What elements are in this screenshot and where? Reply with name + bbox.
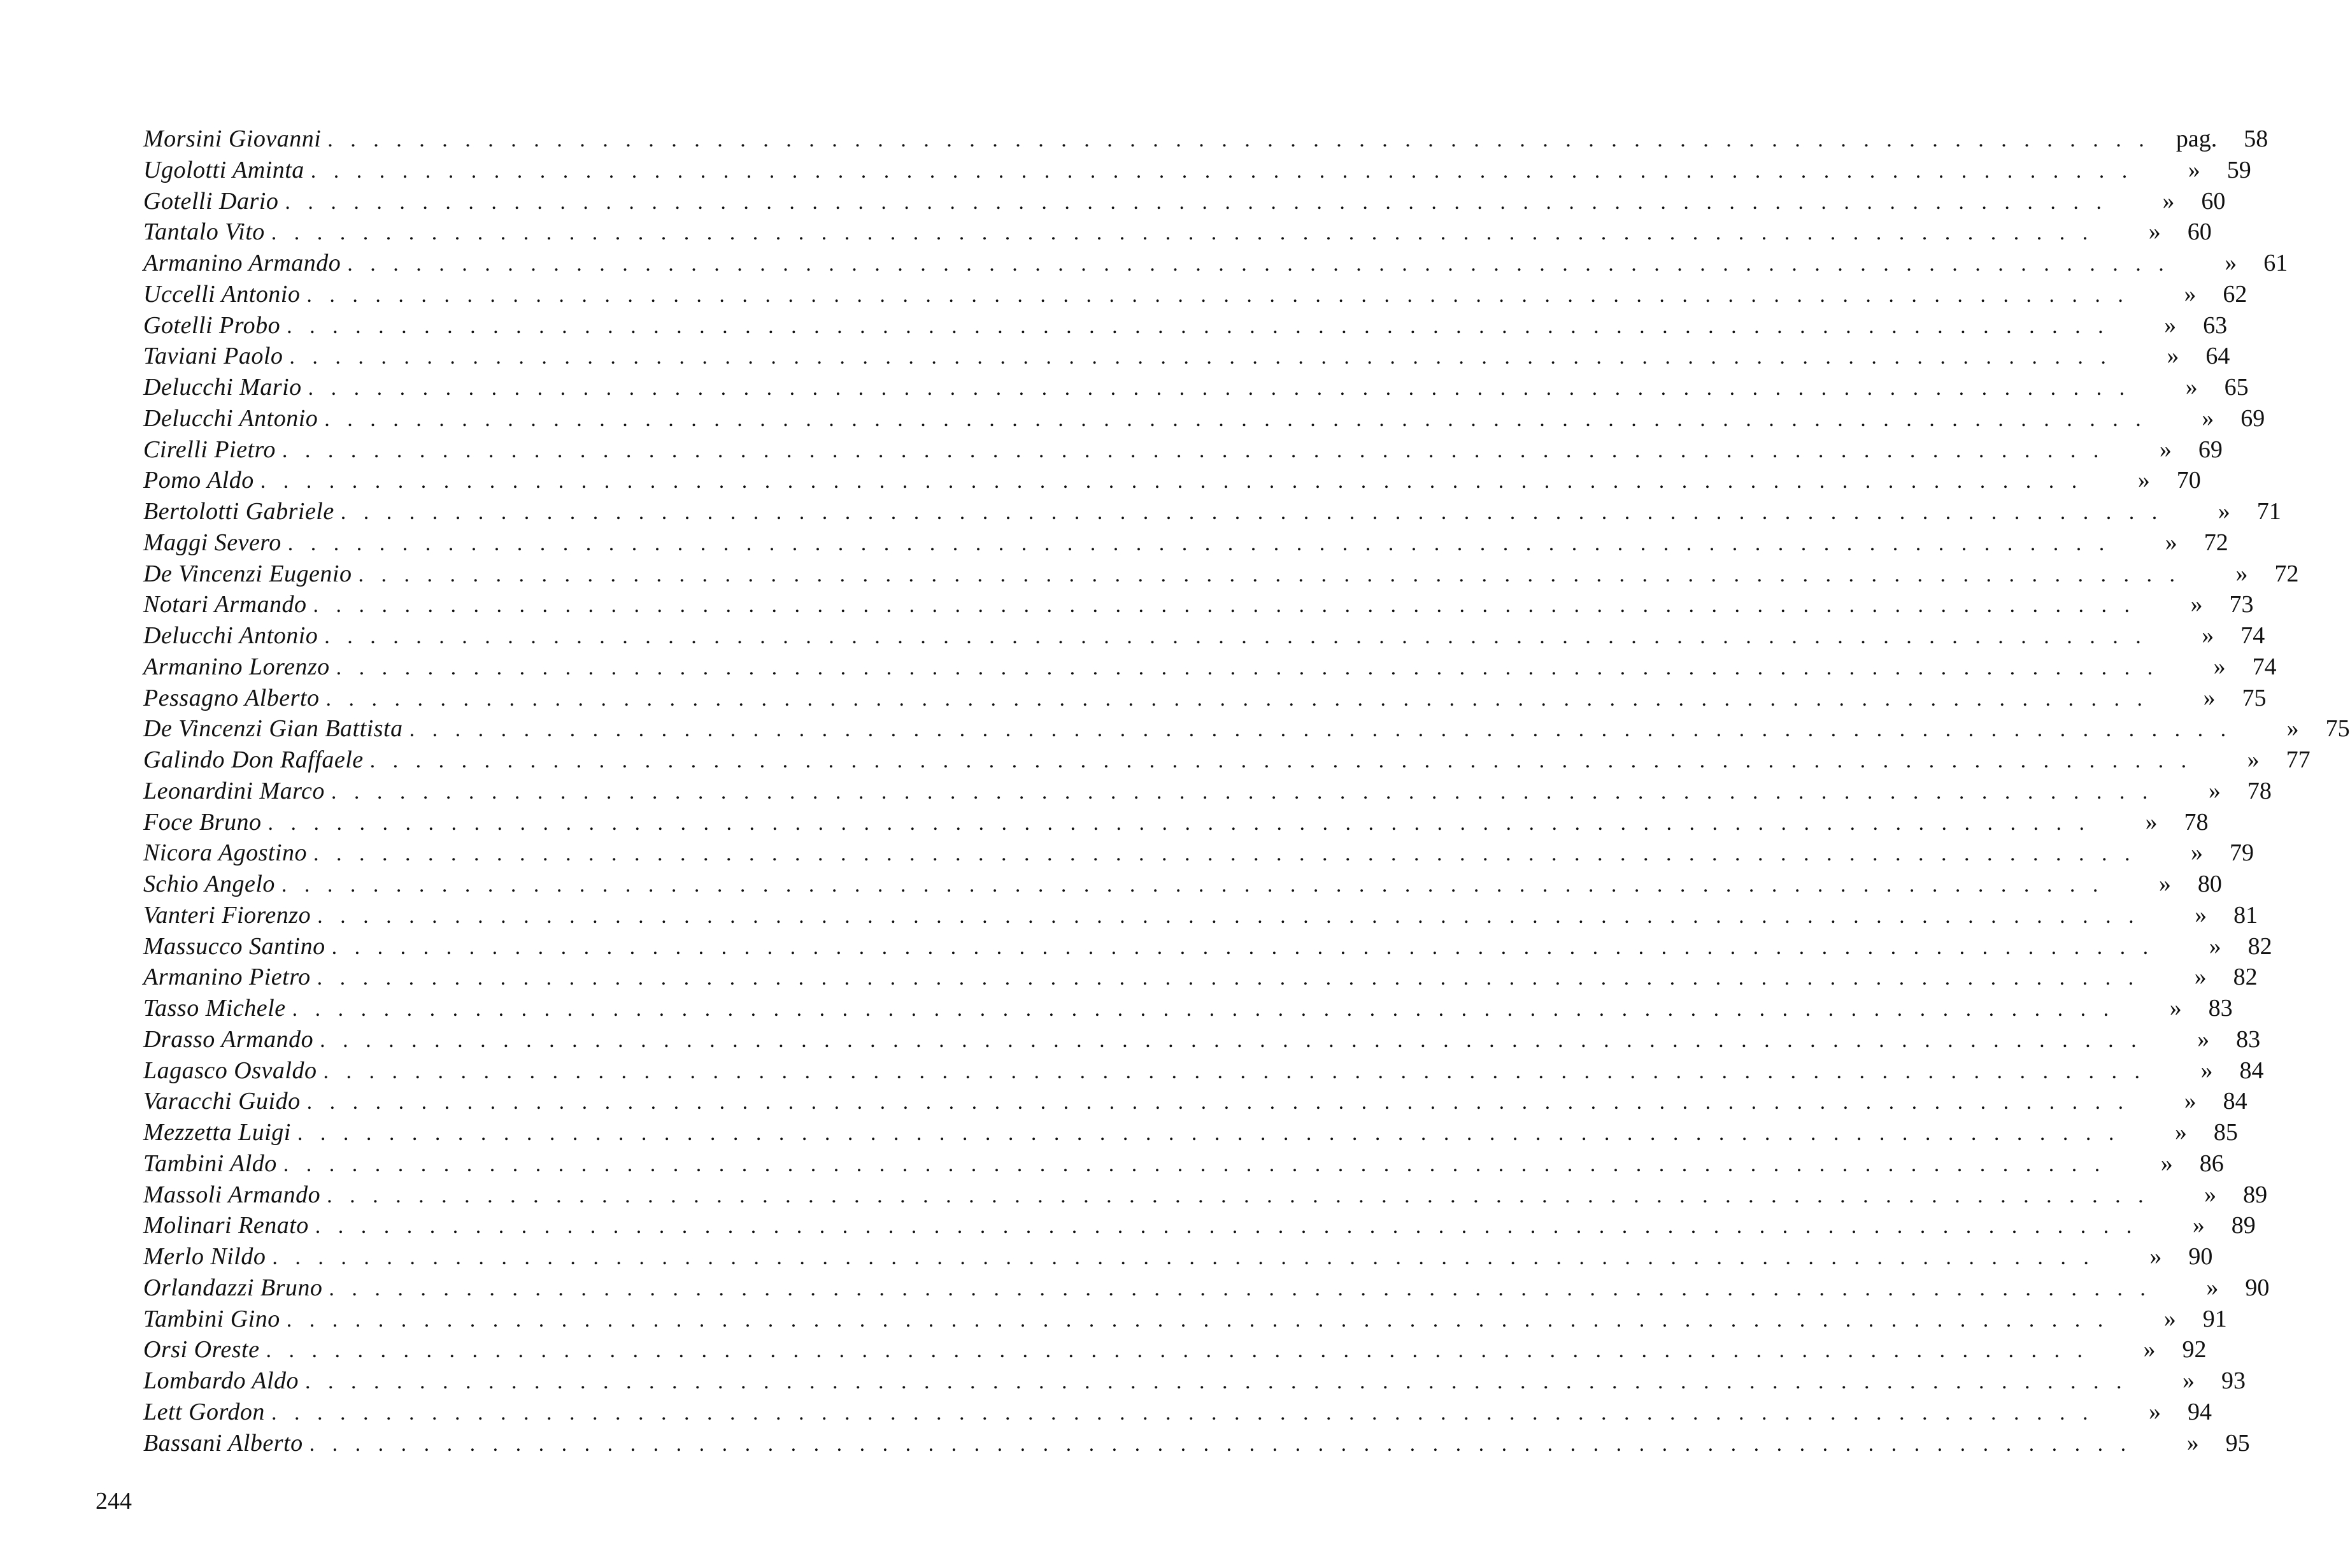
entry-name: Vanteri Fiorenzo — [143, 901, 311, 929]
toc-entry — [143, 1210, 2256, 1241]
page-ref-marker: » — [2208, 777, 2221, 804]
entry-page-number: 89 — [2243, 1181, 2268, 1208]
entry-page-number: 58 — [2244, 125, 2268, 152]
page-ref-marker: » — [2197, 1025, 2210, 1053]
toc-entry — [143, 652, 2277, 683]
entry-page-number: 65 — [2224, 374, 2249, 401]
page-ref-marker: » — [2206, 1274, 2219, 1301]
dot-leader: . . . . . . . . . . . . . . . . . . . . . . . . . . . . . . . . . . . . . . . . . . . . . . . . . . . . . . . . . . . . . . . . . . . . . . . . . . . . . . . . — [315, 1215, 2138, 1239]
toc-entry — [143, 776, 2272, 807]
entry-page-number: 91 — [2202, 1305, 2227, 1332]
dot-leader: . . . . . . . . . . . . . . . . . . . . . . . . . . . . . . . . . . . . . . . . . . . . . . . . . . . . . . . . . . . . . . . . . . . . . . . . . . . . . . . . — [286, 1308, 2109, 1332]
page-ref-marker: » — [2188, 156, 2200, 183]
entry-name: Taviani Paolo — [143, 343, 283, 370]
page-ref-marker: » — [2149, 1243, 2162, 1270]
entry-page-number: 62 — [2223, 280, 2247, 308]
entry-page-number: 70 — [2176, 467, 2201, 494]
entry-name: Leonardini Marco — [143, 777, 325, 804]
page-ref-marker: » — [2159, 436, 2172, 463]
toc-entry — [143, 1148, 2224, 1180]
page-ref-marker: » — [2247, 746, 2260, 773]
entry-page-number: 79 — [2230, 839, 2254, 867]
entry-page-number: 82 — [2247, 932, 2272, 960]
page-ref-marker: » — [2191, 839, 2203, 867]
toc-entry — [143, 1055, 2264, 1087]
entry-name: Varacchi Guido — [143, 1088, 301, 1115]
entry-name: Galindo Don Raffaele — [143, 746, 364, 773]
entry-page-number: 86 — [2199, 1150, 2224, 1177]
entry-name: Tasso Michele — [143, 995, 286, 1022]
dot-leader: . . . . . . . . . . . . . . . . . . . . . . . . . . . . . . . . . . . . . . . . . . . . . . . . . . . . . . . . . . . . . . . . . . . . . . . . . . . . . . . . — [308, 376, 2131, 400]
dot-leader: . . . . . . . . . . . . . . . . . . . . . . . . . . . . . . . . . . . . . . . . . . . . . . . . . . . . . . . . . . . . . . . . . . . . . . . . . . . . . . . . — [369, 749, 2193, 773]
dot-leader: . . . . . . . . . . . . . . . . . . . . . . . . . . . . . . . . . . . . . . . . . . . . . . . . . . . . . . . . . . . . . . . . . . . . . . . . . . . . . . . . — [317, 904, 2140, 928]
toc-entry — [143, 869, 2222, 900]
dot-leader: . . . . . . . . . . . . . . . . . . . . . . . . . . . . . . . . . . . . . . . . . . . . . . . . . . . . . . . . . . . . . . . . . . . . . . . . . . . . . . . . — [281, 873, 2104, 897]
entry-name: Ugolotti Aminta — [143, 156, 304, 183]
entry-name: Merlo Nildo — [143, 1243, 266, 1270]
page-ref-marker: » — [2143, 1336, 2156, 1364]
entry-name: Orsi Oreste — [143, 1336, 260, 1364]
entry-name: Molinari Renato — [143, 1212, 309, 1239]
entry-name: Bassani Alberto — [143, 1429, 303, 1457]
dot-leader: . . . . . . . . . . . . . . . . . . . . . . . . . . . . . . . . . . . . . . . . . . . . . . . . . . . . . . . . . . . . . . . . . . . . . . . . . . . . . . . . — [313, 842, 2136, 866]
entry-name: Tambini Aldo — [143, 1150, 277, 1177]
toc-entry — [143, 403, 2265, 434]
page-ref-marker: » — [2203, 684, 2216, 711]
entry-name: Gotelli Dario — [143, 187, 279, 215]
page-ref-marker: » — [2137, 467, 2150, 494]
dot-leader: . . . . . . . . . . . . . . . . . . . . . . . . . . . . . . . . . . . . . . . . . . . . . . . . . . . . . . . . . . . . . . . . . . . . . . . . . . . . . . . . — [305, 1370, 2128, 1393]
page-ref-marker: » — [2145, 808, 2158, 836]
dot-leader: . . . . . . . . . . . . . . . . . . . . . . . . . . . . . . . . . . . . . . . . . . . . . . . . . . . . . . . . . . . . . . . . . . . . . . . . . . . . . . . . — [317, 966, 2140, 990]
page-number: 244 — [96, 1488, 132, 1515]
entry-page-number: 80 — [2197, 871, 2222, 897]
toc-entry — [143, 683, 2267, 714]
toc-entry — [143, 217, 2212, 248]
dot-leader: . . . . . . . . . . . . . . . . . . . . . . . . . . . . . . . . . . . . . . . . . . . . . . . . . . . . . . . . . . . . . . . . . . . . . . . . . . . . . . . . — [329, 1276, 2152, 1301]
toc-entry — [143, 1428, 2250, 1459]
dot-leader: . . . . . . . . . . . . . . . . . . . . . . . . . . . . . . . . . . . . . . . . . . . . . . . . . . . . . . . . . . . . . . . . . . . . . . . . . . . . . . . . — [323, 1059, 2146, 1083]
page-ref-marker: » — [2192, 1212, 2205, 1239]
entry-name: Mezzetta Luigi — [143, 1119, 291, 1146]
toc-entry — [143, 124, 2268, 155]
dot-leader: . . . . . . . . . . . . . . . . . . . . . . . . . . . . . . . . . . . . . . . . . . . . . . . . . . . . . . . . . . . . . . . . . . . . . . . . . . . . . . . . — [267, 811, 2091, 835]
dot-leader: . . . . . . . . . . . . . . . . . . . . . . . . . . . . . . . . . . . . . . . . . . . . . . . . . . . . . . . . . . . . . . . . . . . . . . . . . . . . . . . . — [340, 501, 2163, 524]
entry-page-number: 90 — [2188, 1243, 2213, 1270]
entry-page-number: 90 — [2245, 1274, 2270, 1301]
entry-name: Maggi Severo — [143, 529, 281, 556]
page-ref-marker: » — [2164, 311, 2177, 339]
toc-entry — [143, 745, 2311, 776]
entry-page-number: 83 — [2236, 1025, 2261, 1053]
entry-page-number: 72 — [2204, 529, 2228, 556]
entry-name: Morsini Giovanni — [143, 125, 322, 152]
page-ref-marker: » — [2167, 343, 2179, 370]
page-ref-marker: » — [2218, 498, 2230, 525]
page-ref-marker: pag. — [2176, 125, 2218, 152]
entry-name: Foce Bruno — [143, 808, 262, 836]
toc-entry — [143, 372, 2249, 403]
dot-leader: . . . . . . . . . . . . . . . . . . . . . . . . . . . . . . . . . . . . . . . . . . . . . . . . . . . . . . . . . . . . . . . . . . . . . . . . . . . . . . . . — [325, 687, 2149, 711]
entry-page-number: 85 — [2213, 1119, 2238, 1146]
dot-leader: . . . . . . . . . . . . . . . . . . . . . . . . . . . . . . . . . . . . . . . . . . . . . . . . . . . . . . . . . . . . . . . . . . . . . . . . . . . . . . . . — [271, 221, 2094, 245]
dot-leader: . . . . . . . . . . . . . . . . . . . . . . . . . . . . . . . . . . . . . . . . . . . . . . . . . . . . . . . . . . . . . . . . . . . . . . . . . . . . . . . . — [313, 594, 2136, 618]
page-ref-marker: » — [2148, 218, 2161, 246]
page-ref-marker: » — [2235, 560, 2248, 587]
dot-leader: . . . . . . . . . . . . . . . . . . . . . . . . . . . . . . . . . . . . . . . . . . . . . . . . . . . . . . . . . . . . . . . . . . . . . . . . . . . . . . . . — [272, 1246, 2095, 1269]
page-ref-marker: » — [2202, 404, 2214, 432]
toc-entry — [143, 837, 2254, 869]
page-ref-marker: » — [2165, 529, 2177, 556]
entry-page-number: 75 — [2242, 684, 2267, 711]
toc-entry — [143, 1024, 2261, 1055]
entry-page-number: 84 — [2223, 1088, 2247, 1115]
page-ref-marker: » — [2169, 995, 2182, 1022]
toc-entry — [143, 496, 2281, 527]
toc-entry — [143, 1304, 2227, 1335]
toc-entry — [143, 1365, 2246, 1397]
page-ref-marker: » — [2286, 715, 2299, 743]
toc-entry — [143, 1086, 2247, 1117]
toc-entry — [143, 465, 2201, 496]
toc-entry — [143, 931, 2272, 962]
dot-leader: . . . . . . . . . . . . . . . . . . . . . . . . . . . . . . . . . . . . . . . . . . . . . . . . . . . . . . . . . . . . . . . . . . . . . . . . . . . . . . . . — [327, 128, 2151, 152]
toc-entry — [143, 1180, 2268, 1211]
page-ref-marker: » — [2195, 901, 2207, 929]
entry-page-number: 69 — [2240, 404, 2265, 432]
entry-name: Delucchi Antonio — [143, 404, 318, 432]
page-ref-marker: » — [2184, 280, 2197, 308]
entry-page-number: 82 — [2233, 964, 2258, 991]
dot-leader: . . . . . . . . . . . . . . . . . . . . . . . . . . . . . . . . . . . . . . . . . . . . . . . . . . . . . . . . . . . . . . . . . . . . . . . . . . . . . . . . — [287, 531, 2111, 555]
entry-page-number: 78 — [2247, 777, 2272, 804]
entry-name: Tantalo Vito — [143, 218, 265, 246]
page-ref-marker: » — [2162, 187, 2175, 215]
toc-entry — [143, 186, 2226, 217]
page-ref-marker: » — [2190, 591, 2203, 618]
entry-page-number: 93 — [2221, 1367, 2246, 1394]
entry-name: Armanino Armando — [143, 250, 341, 276]
entry-page-number: 64 — [2205, 343, 2230, 370]
toc-entry — [143, 807, 2209, 838]
entry-name: Massoli Armando — [143, 1181, 321, 1208]
toc-entry — [143, 1117, 2238, 1148]
page-ref-marker: » — [2209, 932, 2221, 960]
entry-name: Delucchi Antonio — [143, 622, 318, 649]
page-ref-marker: » — [2213, 653, 2226, 680]
entry-name: Lombardo Aldo — [143, 1367, 299, 1394]
entry-name: Gotelli Probo — [143, 311, 281, 339]
page-ref-marker: » — [2183, 1367, 2195, 1394]
dot-leader: . . . . . . . . . . . . . . . . . . . . . . . . . . . . . . . . . . . . . . . . . . . . . . . . . . . . . . . . . . . . . . . . . . . . . . . . . . . . . . . . — [324, 407, 2147, 431]
page-ref-marker: » — [2204, 1181, 2217, 1208]
dot-leader: . . . . . . . . . . . . . . . . . . . . . . . . . . . . . . . . . . . . . . . . . . . . . . . . . . . . . . . . . . . . . . . . . . . . . . . . . . . . . . . . — [292, 997, 2115, 1021]
page-ref-marker: » — [2194, 964, 2207, 991]
entry-page-number: 95 — [2225, 1429, 2250, 1457]
entry-name: Armanino Pietro — [143, 964, 311, 991]
toc-entry — [143, 993, 2233, 1024]
entry-name: Pomo Aldo — [143, 467, 254, 494]
entry-page-number: 81 — [2233, 901, 2258, 929]
toc-entry — [143, 341, 2230, 372]
entry-page-number: 94 — [2187, 1398, 2212, 1425]
entry-page-number: 77 — [2286, 746, 2311, 773]
dot-leader: . . . . . . . . . . . . . . . . . . . . . . . . . . . . . . . . . . . . . . . . . . . . . . . . . . . . . . . . . . . . . . . . . . . . . . . . . . . . . . . . — [289, 345, 2112, 369]
dot-leader: . . . . . . . . . . . . . . . . . . . . . . . . . . . . . . . . . . . . . . . . . . . . . . . . . . . . . . . . . . . . . . . . . . . . . . . . . . . . . . . . — [331, 935, 2154, 959]
page-ref-marker: » — [2202, 622, 2214, 649]
entry-name: De Vincenzi Gian Battista — [143, 715, 403, 743]
dot-leader: . . . . . . . . . . . . . . . . . . . . . . . . . . . . . . . . . . . . . . . . . . . . . . . . . . . . . . . . . . . . . . . . . . . . . . . . . . . . . . . . — [324, 625, 2147, 648]
toc-entry — [143, 589, 2254, 620]
entry-page-number: 92 — [2182, 1336, 2207, 1364]
toc-entry — [143, 1272, 2270, 1304]
entry-page-number: 71 — [2256, 498, 2281, 525]
page-ref-marker: » — [2185, 374, 2198, 401]
entry-name: Massucco Santino — [143, 932, 325, 960]
toc-entry — [143, 1397, 2212, 1428]
entry-page-number: 69 — [2198, 436, 2223, 463]
entry-page-number: 73 — [2229, 591, 2254, 618]
entry-page-number: 78 — [2184, 808, 2209, 836]
toc-entry — [143, 310, 2228, 341]
toc-entry — [143, 527, 2228, 559]
entry-name: Cirelli Pietro — [143, 436, 276, 463]
toc-entry — [143, 434, 2223, 466]
page-ref-marker: » — [2163, 1305, 2176, 1332]
dot-leader: . . . . . . . . . . . . . . . . . . . . . . . . . . . . . . . . . . . . . . . . . . . . . . . . . . . . . . . . . . . . . . . . . . . . . . . . . . . . . . . . — [260, 469, 2083, 494]
dot-leader: . . . . . . . . . . . . . . . . . . . . . . . . . . . . . . . . . . . . . . . . . . . . . . . . . . . . . . . . . . . . . . . . . . . . . . . . . . . . . . . . — [306, 1090, 2130, 1115]
entry-name: Lett Gordon — [143, 1398, 265, 1425]
entry-page-number: 83 — [2208, 995, 2233, 1022]
entry-name: Bertolotti Gabriele — [143, 498, 334, 525]
dot-leader: . . . . . . . . . . . . . . . . . . . . . . . . . . . . . . . . . . . . . . . . . . . . . . . . . . . . . . . . . . . . . . . . . . . . . . . . . . . . . . . . — [281, 438, 2105, 462]
entry-name: Lagasco Osvaldo — [143, 1057, 317, 1084]
entry-page-number: 75 — [2325, 715, 2350, 743]
dot-leader: . . . . . . . . . . . . . . . . . . . . . . . . . . . . . . . . . . . . . . . . . . . . . . . . . . . . . . . . . . . . . . . . . . . . . . . . . . . . . . . . — [309, 1432, 2132, 1456]
dot-leader: . . . . . . . . . . . . . . . . . . . . . . . . . . . . . . . . . . . . . . . . . . . . . . . . . . . . . . . . . . . . . . . . . . . . . . . . . . . . . . . . — [331, 780, 2154, 804]
dot-leader: . . . . . . . . . . . . . . . . . . . . . . . . . . . . . . . . . . . . . . . . . . . . . . . . . . . . . . . . . . . . . . . . . . . . . . . . . . . . . . . . — [271, 1401, 2094, 1425]
entry-name: Tambini Gino — [143, 1305, 280, 1332]
page-ref-marker: » — [2200, 1057, 2213, 1084]
dot-leader: . . . . . . . . . . . . . . . . . . . . . . . . . . . . . . . . . . . . . . . . . . . . . . . . . . . . . . . . . . . . . . . . . . . . . . . . . . . . . . . . — [310, 159, 2133, 183]
toc-entry — [143, 1241, 2213, 1272]
entry-page-number: 74 — [2240, 622, 2265, 649]
toc-entry — [143, 155, 2251, 186]
toc-entry — [143, 713, 2350, 745]
toc-entry — [143, 248, 2288, 279]
page-ref-marker: » — [2174, 1119, 2187, 1146]
entry-name: Uccelli Antonio — [143, 280, 301, 308]
dot-leader: . . . . . . . . . . . . . . . . . . . . . . . . . . . . . . . . . . . . . . . . . . . . . . . . . . . . . . . . . . . . . . . . . . . . . . . . . . . . . . . . — [266, 1339, 2089, 1363]
entry-name: Armanino Lorenzo — [143, 653, 330, 680]
entry-name: Schio Angelo — [143, 871, 275, 897]
entry-page-number: 63 — [2203, 311, 2228, 339]
page-ref-marker: » — [2158, 871, 2171, 897]
entry-page-number: 60 — [2187, 218, 2212, 246]
entry-page-number: 74 — [2252, 653, 2277, 680]
dot-leader: . . . . . . . . . . . . . . . . . . . . . . . . . . . . . . . . . . . . . . . . . . . . . . . . . . . . . . . . . . . . . . . . . . . . . . . . . . . . . . . . — [285, 190, 2108, 214]
toc-entry — [143, 279, 2247, 310]
dot-leader: . . . . . . . . . . . . . . . . . . . . . . . . . . . . . . . . . . . . . . . . . . . . . . . . . . . . . . . . . . . . . . . . . . . . . . . . . . . . . . . . — [306, 283, 2130, 307]
page-ref-marker: » — [2160, 1150, 2173, 1177]
dot-leader: . . . . . . . . . . . . . . . . . . . . . . . . . . . . . . . . . . . . . . . . . . . . . . . . . . . . . . . . . . . . . . . . . . . . . . . . . . . . . . . . — [409, 718, 2232, 742]
entry-page-number: 89 — [2231, 1212, 2256, 1239]
dot-leader: . . . . . . . . . . . . . . . . . . . . . . . . . . . . . . . . . . . . . . . . . . . . . . . . . . . . . . . . . . . . . . . . . . . . . . . . . . . . . . . . — [283, 1152, 2106, 1176]
page-ref-marker: » — [2184, 1088, 2197, 1115]
dot-leader: . . . . . . . . . . . . . . . . . . . . . . . . . . . . . . . . . . . . . . . . . . . . . . . . . . . . . . . . . . . . . . . . . . . . . . . . . . . . . . . . — [320, 1028, 2143, 1052]
table-of-contents — [143, 124, 2350, 1458]
entry-page-number: 59 — [2226, 156, 2251, 183]
dot-leader: . . . . . . . . . . . . . . . . . . . . . . . . . . . . . . . . . . . . . . . . . . . . . . . . . . . . . . . . . . . . . . . . . . . . . . . . . . . . . . . . — [347, 252, 2170, 276]
page-ref-marker: » — [2148, 1398, 2161, 1425]
entry-page-number: 61 — [2263, 250, 2288, 276]
entry-name: Drasso Armando — [143, 1025, 314, 1053]
entry-name: Delucchi Mario — [143, 374, 302, 401]
entry-page-number: 60 — [2201, 187, 2226, 215]
toc-entry — [143, 1334, 2207, 1365]
toc-entry — [143, 620, 2265, 652]
toc-entry — [143, 962, 2258, 993]
entry-page-number: 84 — [2239, 1057, 2264, 1084]
dot-leader: . . . . . . . . . . . . . . . . . . . . . . . . . . . . . . . . . . . . . . . . . . . . . . . . . . . . . . . . . . . . . . . . . . . . . . . . . . . . . . . . — [327, 1183, 2150, 1208]
page-ref-marker: » — [2225, 250, 2237, 276]
entry-page-number: 72 — [2274, 560, 2299, 587]
toc-entry — [143, 900, 2258, 931]
entry-name: Notari Armando — [143, 591, 307, 618]
dot-leader: . . . . . . . . . . . . . . . . . . . . . . . . . . . . . . . . . . . . . . . . . . . . . . . . . . . . . . . . . . . . . . . . . . . . . . . . . . . . . . . . — [358, 562, 2181, 587]
page-ref-marker: » — [2186, 1429, 2199, 1457]
dot-leader: . . . . . . . . . . . . . . . . . . . . . . . . . . . . . . . . . . . . . . . . . . . . . . . . . . . . . . . . . . . . . . . . . . . . . . . . . . . . . . . . — [297, 1122, 2120, 1145]
entry-name: De Vincenzi Eugenio — [143, 560, 352, 587]
dot-leader: . . . . . . . . . . . . . . . . . . . . . . . . . . . . . . . . . . . . . . . . . . . . . . . . . . . . . . . . . . . . . . . . . . . . . . . . . . . . . . . . — [336, 655, 2159, 680]
toc-entry — [143, 559, 2299, 590]
dot-leader: . . . . . . . . . . . . . . . . . . . . . . . . . . . . . . . . . . . . . . . . . . . . . . . . . . . . . . . . . . . . . . . . . . . . . . . . . . . . . . . . — [287, 314, 2110, 338]
entry-name: Pessagno Alberto — [143, 684, 320, 711]
entry-name: Orlandazzi Bruno — [143, 1274, 323, 1301]
entry-name: Nicora Agostino — [143, 839, 307, 867]
